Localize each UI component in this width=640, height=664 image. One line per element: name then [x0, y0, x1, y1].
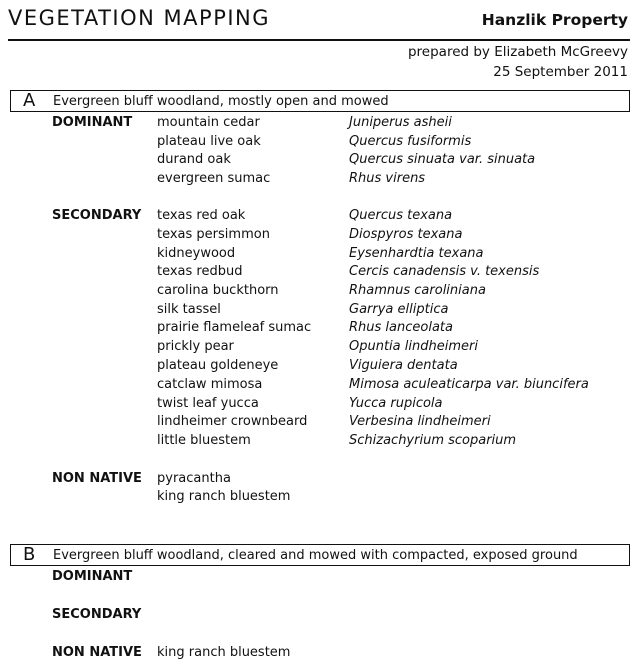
- section-description: Evergreen bluff woodland, mostly open and mowed: [53, 94, 389, 109]
- category-non-native: NON NATIVE: [52, 471, 142, 486]
- species-scientific-name: Eysenhardtia texana: [349, 246, 484, 261]
- species-common-name: texas red oak: [157, 208, 246, 223]
- category-secondary: SECONDARY: [52, 208, 142, 223]
- species-scientific-name: Rhus lanceolata: [349, 320, 453, 335]
- species-common-name: carolina buckthorn: [157, 283, 279, 298]
- species-common-name: texas redbud: [157, 264, 243, 279]
- species-scientific-name: Verbesina lindheimeri: [349, 414, 491, 429]
- species-scientific-name: Cercis canadensis v. texensis: [349, 264, 540, 279]
- document-title: VEGETATION MAPPING: [8, 6, 271, 30]
- species-scientific-name: Rhus virens: [349, 171, 426, 186]
- section-letter: B: [23, 544, 36, 565]
- species-common-name: pyracantha: [157, 471, 231, 486]
- header-divider: [8, 39, 630, 41]
- species-scientific-name: Garrya elliptica: [349, 302, 449, 317]
- section-a-header: [10, 90, 630, 112]
- species-common-name: twist leaf yucca: [157, 396, 259, 411]
- species-scientific-name: Quercus texana: [349, 208, 453, 223]
- species-common-name: prickly pear: [157, 339, 234, 354]
- section-letter: A: [23, 90, 36, 111]
- species-common-name: evergreen sumac: [157, 171, 271, 186]
- category-dominant: DOMINANT: [52, 569, 133, 584]
- species-common-name: lindheimer crownbeard: [157, 414, 308, 429]
- species-scientific-name: Opuntia lindheimeri: [349, 339, 478, 354]
- prepared-by: prepared by Elizabeth McGreevy: [407, 44, 628, 60]
- species-common-name: durand oak: [157, 152, 231, 167]
- property-name: Hanzlik Property: [481, 11, 628, 29]
- species-scientific-name: Mimosa aculeaticarpa var. biuncifera: [349, 377, 589, 392]
- species-scientific-name: Schizachyrium scoparium: [349, 433, 517, 448]
- species-common-name: texas persimmon: [157, 227, 270, 242]
- species-common-name: silk tassel: [157, 302, 221, 317]
- category-dominant: DOMINANT: [52, 115, 133, 130]
- species-common-name: mountain cedar: [157, 115, 260, 130]
- species-common-name: kidneywood: [157, 246, 236, 261]
- species-common-name: catclaw mimosa: [157, 377, 263, 392]
- species-common-name: little bluestem: [157, 433, 251, 448]
- species-scientific-name: Viguiera dentata: [349, 358, 458, 373]
- document-date: 25 September 2011: [493, 64, 628, 80]
- species-scientific-name: Rhamnus caroliniana: [349, 283, 486, 298]
- category-non-native: NON NATIVE: [52, 645, 142, 660]
- species-common-name: plateau goldeneye: [157, 358, 279, 373]
- section-b-header: [10, 544, 630, 566]
- species-common-name: prairie flameleaf sumac: [157, 320, 312, 335]
- section-description: Evergreen bluff woodland, cleared and mowed with compacted, exposed ground: [53, 548, 578, 563]
- species-common-name: king ranch bluestem: [157, 645, 291, 660]
- species-common-name: king ranch bluestem: [157, 489, 291, 504]
- species-scientific-name: Quercus sinuata var. sinuata: [349, 152, 536, 167]
- species-scientific-name: Diospyros texana: [349, 227, 463, 242]
- category-secondary: SECONDARY: [52, 607, 142, 622]
- species-scientific-name: Juniperus asheii: [349, 115, 452, 130]
- species-common-name: plateau live oak: [157, 134, 261, 149]
- species-scientific-name: Yucca rupicola: [349, 396, 443, 411]
- species-scientific-name: Quercus fusiformis: [349, 134, 472, 149]
